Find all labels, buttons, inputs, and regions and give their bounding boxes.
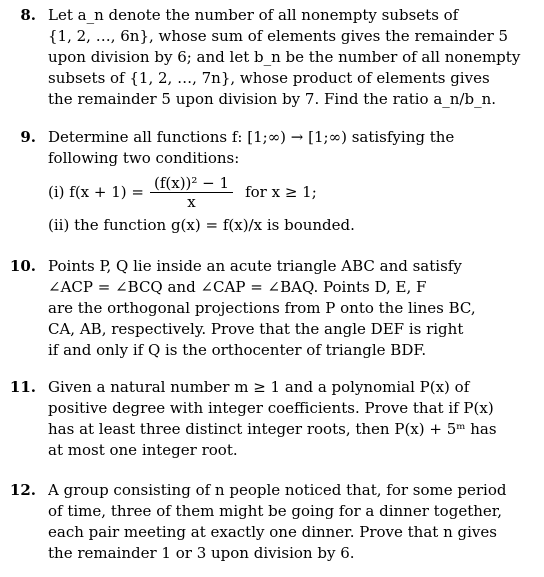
problem-text [48,480,522,564]
condition-1-prefix: (i) f(x + 1) = [48,182,144,201]
problem-number: 11. [9,378,36,396]
condition-1-fraction [150,174,233,211]
text-line: positive degree with integer coefficients. Prove that if P(x) [48,399,494,417]
text-line: at most one integer root. [48,441,238,459]
text-line: A group consisting of n people noticed that, for some period [48,481,507,499]
problem-number: 9. [20,128,36,146]
text-line: ∠ACP = ∠BCQ and ∠CAP = ∠BAQ. Points D, E, F [48,278,427,296]
text-line: the remainder 5 upon division by 7. Find the ratio a_n/b_n. [48,90,497,108]
text-line: following two conditions: [48,149,240,167]
text-line: are the orthogonal projections from P onto the lines BC, [48,299,476,317]
text-line: of time, three of them might be going for a dinner together, [48,502,503,520]
text-line: {1, 2, …, 6n}, whose sum of elements gives the remainder 5 [48,27,509,45]
condition-1 [48,169,522,215]
problem-text [48,5,522,110]
text-line: subsets of {1, 2, …, 7n}, whose product of elements gives [48,69,490,87]
text-line: has at least three distinct integer roots, then P(x) + 5ᵐ has [48,420,497,438]
text-line: each pair meeting at exactly one dinner. Prove that n gives [48,523,497,541]
condition-1-suffix: for x ≥ 1; [245,182,317,201]
text-line: Points P, Q lie inside an acute triangle ABC and satisfy [48,257,462,275]
problem-text [48,256,522,361]
text-line: Let a_n denote the number of all nonempty subsets of [48,6,459,24]
problem-number: 10. [9,257,36,275]
condition-2: (ii) the function g(x) = f(x)/x is bounded. [48,216,355,234]
text-line: CA, AB, respectively. Prove that the angle DEF is right [48,320,464,338]
text-line: the remainder 1 or 3 upon division by 6. [48,544,355,562]
text-line: upon division by 6; and let b_n be the number of all nonempty [48,48,521,66]
problem-number: 12. [9,481,36,499]
text-line: Given a natural number m ≥ 1 and a polynomial P(x) of [48,378,470,396]
problem-text [48,127,522,236]
fraction-denominator: x [187,192,196,211]
text-line: Determine all functions f: [1;∞) → [1;∞) satisfying the [48,128,455,146]
problem-number: 8. [20,6,36,24]
fraction-numerator: (f(x))² − 1 [150,174,233,193]
text-line: if and only if Q is the orthocenter of triangle BDF. [48,341,427,359]
problem-text [48,377,522,461]
